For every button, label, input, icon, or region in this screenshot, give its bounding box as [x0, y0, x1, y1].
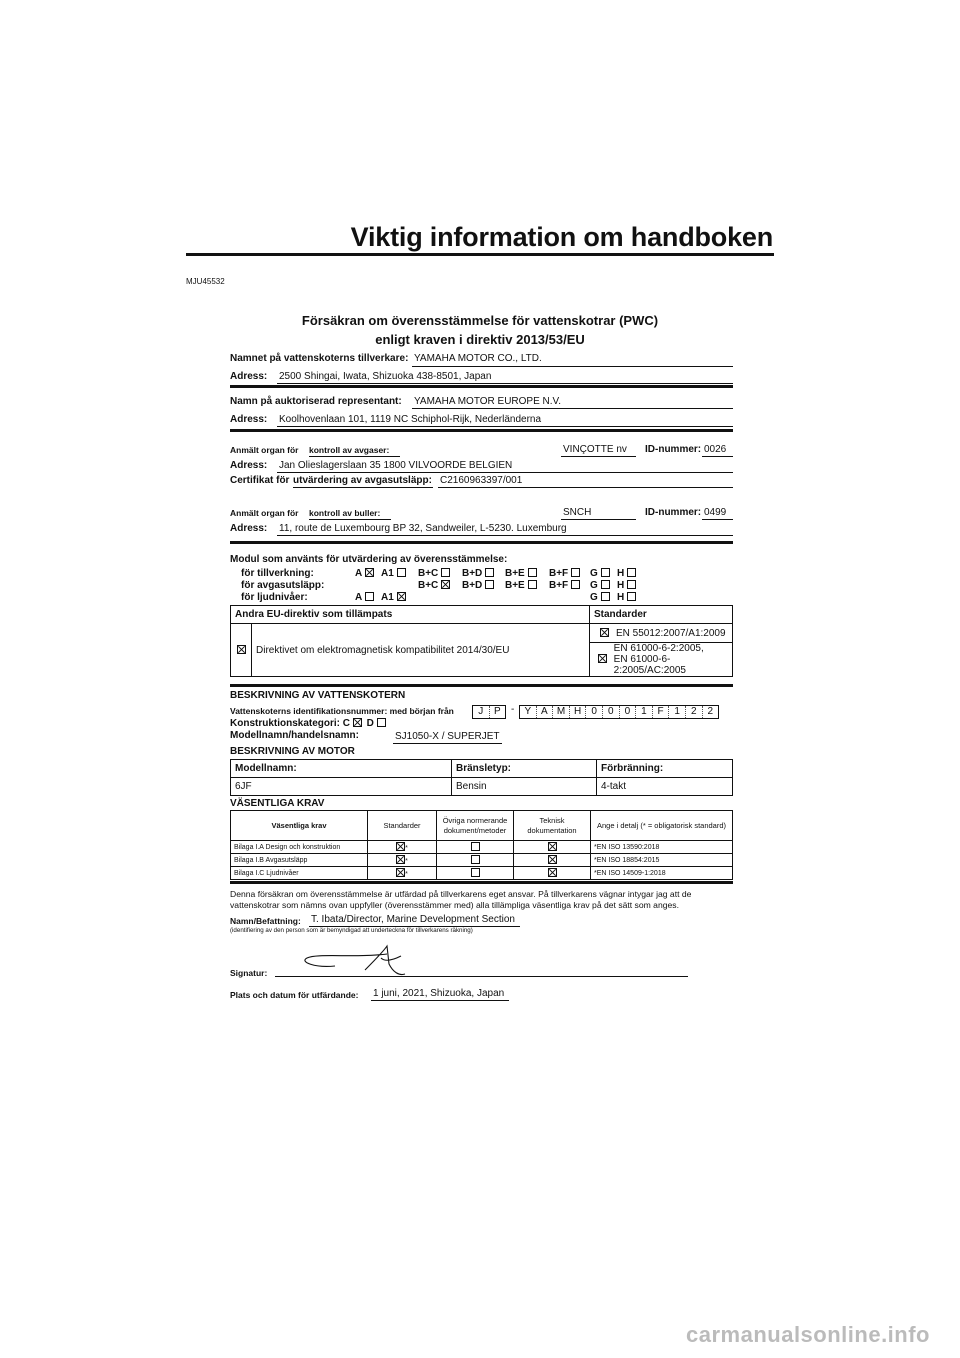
id-char: 2 — [686, 706, 703, 718]
section-rule — [230, 541, 733, 544]
star: * — [405, 858, 408, 865]
nb2-value: SNCH — [563, 507, 592, 518]
checkbox — [365, 592, 374, 601]
mfr-addr-label: Adress: — [230, 371, 268, 382]
checkbox — [571, 580, 580, 589]
rep-addr-value: Koolhovenlaan 101, 1119 NC Schiphol-Rijk, Nederländerna — [279, 414, 542, 425]
checkbox-checked — [600, 628, 609, 637]
engine-head-fuel: Bränsletyp: — [452, 760, 597, 778]
craft-id-box — [519, 705, 719, 719]
req-row-detail: *EN ISO 14509-1:2018 — [591, 867, 733, 880]
id-char: 0 — [603, 706, 620, 718]
id-char: J — [473, 706, 490, 718]
id-char: H — [570, 706, 587, 718]
id-char: 0 — [620, 706, 637, 718]
cert-prefix: Certifikat för — [230, 475, 290, 486]
craft-description-title: BESKRIVNING AV VATTENSKOTERN — [230, 690, 406, 701]
rep-value: YAMAHA MOTOR EUROPE N.V. — [414, 396, 562, 407]
opt-bd: B+D — [462, 568, 483, 579]
opt-a: A — [355, 592, 362, 603]
eu-standard-2b: EN 61000-6-2:2005/AC:2005 — [613, 654, 686, 676]
nb1-id-value: 0026 — [704, 444, 727, 455]
nb1-addr-label: Adress: — [230, 460, 268, 471]
checkbox — [571, 568, 580, 577]
doc-subheading: enligt kraven i direktiv 2013/53/EU — [375, 332, 585, 347]
req-row-detail: *EN ISO 18854:2015 — [591, 854, 733, 867]
nb2-id-value: 0499 — [704, 507, 727, 518]
checkbox-checked — [237, 645, 246, 654]
watermark: carmanualsonline.info — [686, 1322, 930, 1347]
nb2-id-label: ID-nummer: — [645, 507, 702, 518]
title-rule — [186, 253, 774, 256]
craft-id-label: Vattenskoterns identifikationsnummer: med början från — [230, 706, 454, 716]
checkbox — [601, 580, 610, 589]
opt-g: G — [590, 568, 598, 579]
module-row-noise: för ljudnivåer: — [241, 592, 308, 603]
checkbox — [528, 568, 537, 577]
checkbox — [471, 842, 480, 851]
requirements-title: VÄSENTLIGA KRAV — [230, 798, 325, 809]
rep-addr-label: Adress: — [230, 414, 268, 425]
place-label: Plats och datum för utfärdande: — [230, 990, 359, 1000]
id-char: 0 — [586, 706, 603, 718]
doc-heading: Försäkran om överensstämmelse för vattenskotrar (PWC) — [301, 313, 659, 328]
section-rule — [230, 684, 733, 687]
opt-bd: B+D — [462, 580, 483, 591]
opt-h: H — [617, 592, 625, 603]
model-label: Modellnamn/handelsnamn: — [230, 730, 359, 741]
page-title: Viktig information om handboken — [350, 222, 773, 252]
req-head-requirement: Väsentliga krav — [231, 811, 368, 841]
opt-h: H — [617, 580, 625, 591]
id-char: Y — [520, 706, 537, 718]
eu-directive-table — [230, 605, 733, 677]
doc-code: MJU45532 — [186, 277, 225, 286]
checkbox — [471, 868, 480, 877]
opt-bf: B+F — [549, 580, 569, 591]
nb2-label: kontroll av buller: — [309, 508, 381, 518]
checkbox-checked — [548, 868, 557, 877]
cert-label: utvärdering av avgasutsläpp: — [293, 475, 432, 486]
opt-bf: B+F — [549, 568, 569, 579]
checkbox — [601, 592, 610, 601]
engine-combustion: 4-takt — [597, 778, 733, 796]
checkbox-checked — [548, 842, 557, 851]
name-note: (identifiering av den person som är bemyndigad att underteckna för tillverkarens räkning) — [230, 927, 473, 934]
mfr-value: YAMAHA MOTOR CO., LTD. — [414, 353, 542, 364]
checkbox — [601, 568, 610, 577]
checkbox — [441, 568, 450, 577]
eu-head-standards: Standarder — [590, 606, 733, 624]
engine-model: 6JF — [231, 778, 452, 796]
declaration-line-2: vattenskotrar som nämns ovan uppfyller (överensstämmer med) alla tillämpliga väsentliga krav på det sätt som anges. — [230, 900, 679, 910]
mfr-addr-value: 2500 Shingai, Iwata, Shizuoka 438-8501, Japan — [279, 371, 492, 382]
req-row-detail: *EN ISO 13590:2018 — [591, 841, 733, 854]
req-row-name: Bilaga I.A Design och konstruktion — [231, 841, 368, 854]
signature-label: Signatur: — [230, 968, 268, 978]
nb1-prefix: Anmält organ för — [230, 445, 299, 455]
id-dash: - — [511, 704, 515, 715]
engine-head-model: Modellnamn: — [231, 760, 452, 778]
checkbox-checked — [397, 592, 406, 601]
design-c: C — [342, 718, 351, 729]
place-value: 1 juni, 2021, Shizuoka, Japan — [373, 988, 505, 999]
eu-directive-text: Direktivet om elektromagnetisk kompatibilitet 2014/30/EU — [252, 624, 590, 677]
checkbox-checked — [396, 842, 405, 851]
nb2-addr-value: 11, route de Luxembourg BP 32, Sandweiler, L-5230. Luxemburg — [279, 523, 567, 534]
id-char: 1 — [636, 706, 653, 718]
engine-fuel: Bensin — [452, 778, 597, 796]
nb2-addr-label: Adress: — [230, 523, 268, 534]
checkbox-checked — [598, 654, 607, 663]
opt-be: B+E — [505, 580, 525, 591]
craft-id-prefix-box — [472, 705, 506, 719]
checkbox-checked — [441, 580, 450, 589]
opt-g: G — [590, 580, 598, 591]
nb1-addr-value: Jan Olieslagerslaan 35 1800 VILVOORDE BELGIEN — [279, 460, 513, 471]
checkbox-checked — [396, 868, 405, 877]
checkbox — [627, 580, 636, 589]
checkbox — [627, 592, 636, 601]
engine-description-title: BESKRIVNING AV MOTOR — [230, 746, 355, 757]
id-char: F — [653, 706, 670, 718]
req-head-standards: Standarder — [368, 811, 437, 841]
checkbox-checked — [365, 568, 374, 577]
module-row-exhaust: för avgasutsläpp: — [241, 580, 325, 591]
req-head-technical: Teknisk dokumentation — [514, 811, 591, 841]
eu-head-directive: Andra EU-direktiv som tillämpats — [231, 606, 590, 624]
opt-be: B+E — [505, 568, 525, 579]
mfr-label: Namnet på vattenskoterns tillverkare: — [230, 353, 409, 364]
opt-a1: A1 — [381, 592, 394, 603]
checkbox — [377, 718, 386, 727]
req-row-name: Bilaga I.C Ljudnivåer — [231, 867, 368, 880]
opt-h: H — [617, 568, 625, 579]
req-head-other: Övriga normerande dokument/metoder — [437, 811, 514, 841]
opt-bc: B+C — [418, 580, 439, 591]
opt-g: G — [590, 592, 598, 603]
design-d: D — [366, 718, 374, 729]
module-title: Modul som använts för utvärdering av överensstämmelse: — [230, 554, 508, 565]
section-rule — [230, 429, 733, 432]
engine-head-combustion: Förbränning: — [597, 760, 733, 778]
eu-standard-2a: EN 61000-6-2:2005, — [613, 643, 704, 654]
declaration-line-1: Denna försäkran om överensstämmelse är utfärdad på tillverkarens eget ansvar. På tillverkarens vägnar intygar jag att de — [230, 889, 692, 899]
name-label: Namn/Befattning: — [230, 916, 301, 926]
star: * — [405, 871, 408, 878]
checkbox-checked — [353, 718, 362, 727]
nb1-label: kontroll av avgaser: — [309, 445, 390, 455]
design-category-label: Konstruktionskategori: — [230, 718, 341, 729]
section-rule — [230, 385, 733, 388]
id-char: A — [537, 706, 554, 718]
nb1-value: VINÇOTTE nv — [563, 444, 627, 455]
name-value: T. Ibata/Director, Marine Development Section — [311, 914, 515, 925]
id-char: 2 — [707, 706, 714, 717]
nb2-prefix: Anmält organ för — [230, 508, 299, 518]
eu-standard-1: EN 55012:2007/A1:2009 — [616, 627, 726, 639]
req-head-detail: Ange i detalj (* = obligatorisk standard) — [591, 811, 733, 841]
checkbox — [485, 580, 494, 589]
star: * — [405, 845, 408, 852]
signature-image — [295, 940, 415, 980]
opt-a: A — [355, 568, 362, 579]
checkbox — [528, 580, 537, 589]
req-row-name: Bilaga I.B Avgasutsläpp — [231, 854, 368, 867]
module-row-manufacturing: för tillverkning: — [241, 568, 314, 579]
id-char: 1 — [669, 706, 686, 718]
cert-value: C2160963397/001 — [440, 475, 523, 486]
checkbox — [627, 568, 636, 577]
checkbox — [397, 568, 406, 577]
checkbox-checked — [396, 855, 405, 864]
engine-table — [230, 759, 733, 796]
section-rule — [230, 881, 733, 884]
id-char: M — [553, 706, 570, 718]
rep-label: Namn på auktoriserad representant: — [230, 396, 402, 407]
opt-bc: B+C — [418, 568, 439, 579]
checkbox-checked — [548, 855, 557, 864]
nb1-id-label: ID-nummer: — [645, 444, 702, 455]
model-value: SJ1050-X / SUPERJET — [395, 731, 500, 742]
opt-a1: A1 — [381, 568, 394, 579]
checkbox — [471, 855, 480, 864]
checkbox — [485, 568, 494, 577]
requirements-table — [230, 810, 733, 880]
id-char: P — [494, 706, 501, 717]
